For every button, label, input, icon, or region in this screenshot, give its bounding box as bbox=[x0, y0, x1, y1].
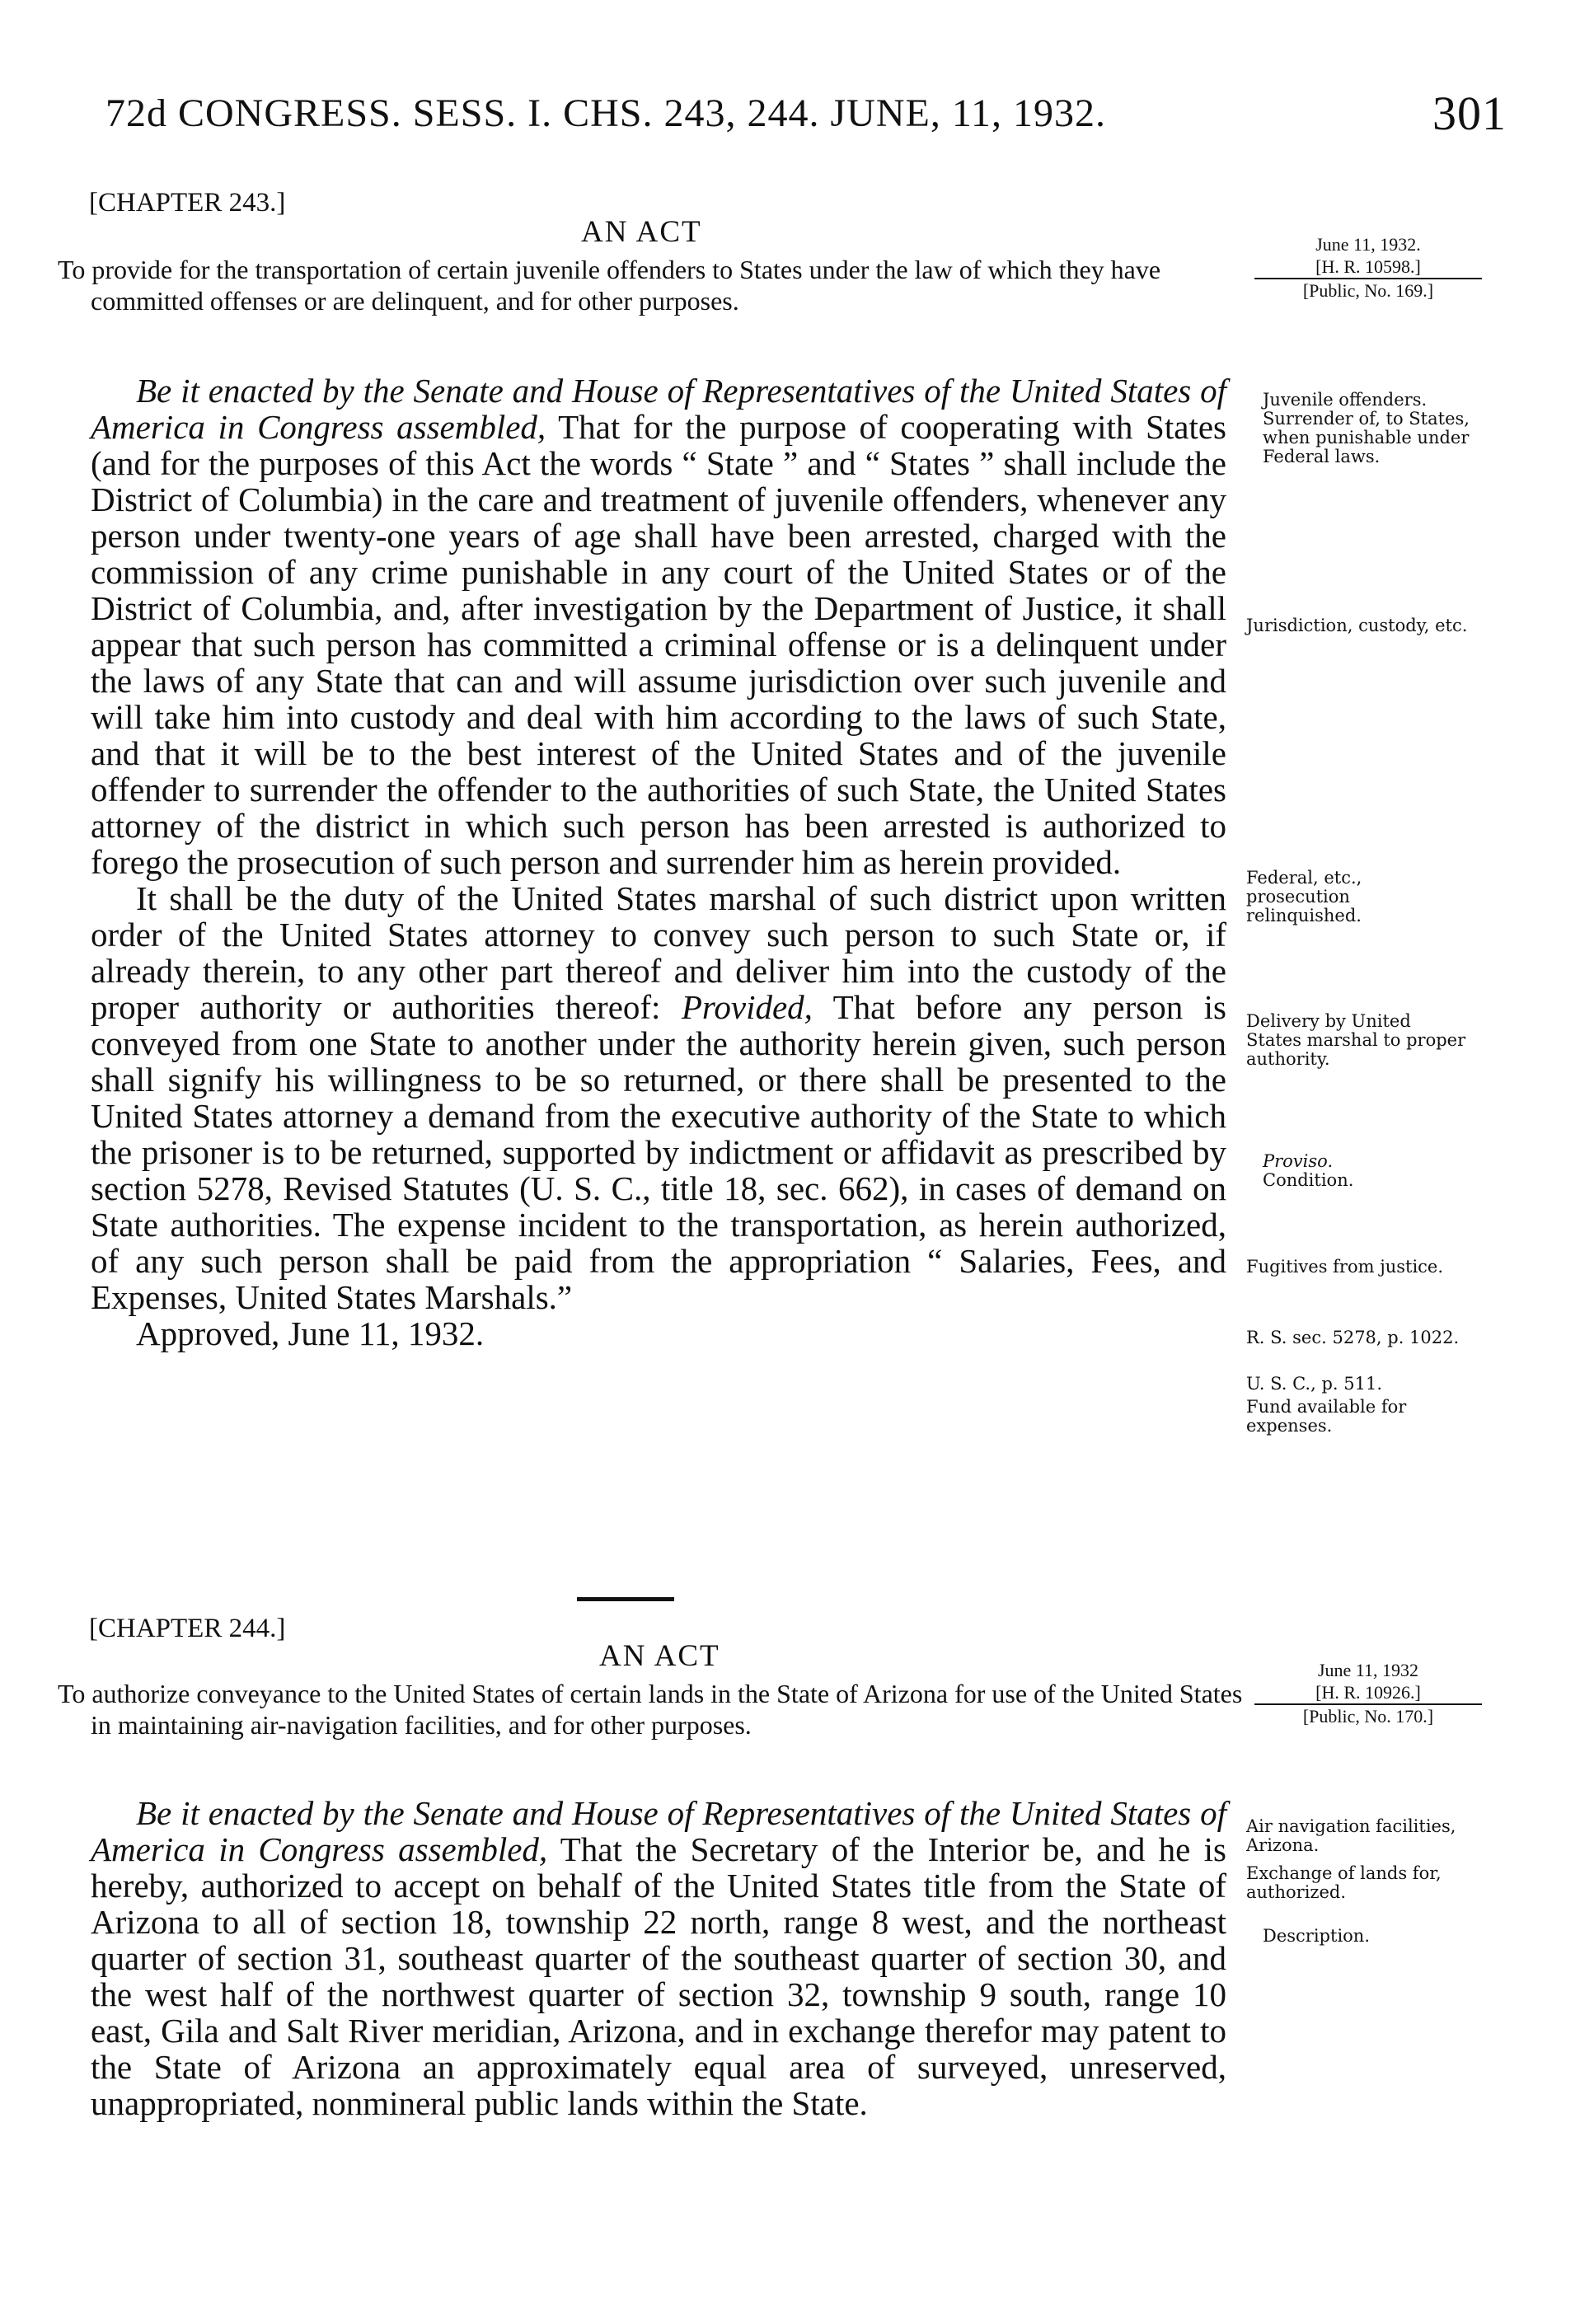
chapter-243-label: [CHAPTER 243.] bbox=[89, 188, 286, 218]
page-header bbox=[105, 87, 1507, 140]
public-number: [Public, No. 170.] bbox=[1302, 1706, 1434, 1727]
paragraph-text: That the Secretary of the Interior be, and he is hereby, authorized to accept on behalf of the United States title from the State of Arizona to all of section 18, township 22 north, range 8 west, and the northeast quarter of section 31, southeast quarter of the southeast quarter of section 30, and the west half of the northwest quarter of section 32, township 9 south, range 10 east, Gila and Salt River meridian, Arizona, and in exchange therefor may patent to the State of Arizona an approximately equal area of surveyed, unreserved, unappropriated, nonmineral public lands within the State. bbox=[91, 1830, 1226, 2122]
margin-condition: Condition. bbox=[1263, 1170, 1354, 1190]
enacting-clause: Be it enacted by the Senate and House of Representatives of the United States of America in Congress assembled, bbox=[91, 1794, 1226, 1868]
margin-fund: Fund available for expenses. bbox=[1246, 1397, 1407, 1436]
margin-fugitives: Fugitives from justice. bbox=[1246, 1257, 1444, 1277]
chapter-243-bill-info bbox=[1261, 233, 1475, 302]
approved-line: Approved, June 11, 1932. bbox=[136, 1314, 485, 1352]
margin-usc: U. S. C., p. 511. bbox=[1246, 1374, 1383, 1394]
chapter-244-bill-info bbox=[1261, 1659, 1475, 1727]
margin-air-nav: Air navigation facilities, Arizona. bbox=[1246, 1816, 1456, 1855]
bill-number: [H. R. 10598.] bbox=[1315, 256, 1421, 277]
bill-number: [H. R. 10926.] bbox=[1315, 1682, 1421, 1703]
margin-note bbox=[1263, 391, 1485, 466]
margin-description: Description. bbox=[1263, 1926, 1370, 1946]
paragraph-text: That before any person is conveyed from one State to another under the authority herein given, such person shall signify his willingness to be so returned, or there shall be presented to the United States attorney a demand from the executive authority of the State to which the prisoner is to be returned, supported by indictment or affidavit as prescribed by section 5278, Revised Statutes (U. S. C., title 18, sec. 662), in cases of demand on State authorities. The expense incident to the transportation, as herein authorized, of any such person shall be paid from the appropriation “ Salaries, Fees, and Expenses, United States Marshals.” bbox=[91, 988, 1226, 1316]
paragraph-text: It shall be the duty of the United States marshal of such district upon written order of the United States attorney to convey such person to such State or, if already therein, to any other part thereof and deliver him into the custody of the proper authority or authorities thereof: bbox=[91, 879, 1226, 1026]
chapter-divider bbox=[577, 1597, 674, 1601]
margin-jurisdiction: Jurisdiction, custody, etc. bbox=[1246, 616, 1468, 635]
chapter-243-title: To provide for the transportation of certain juvenile offenders to States under the law of which they have committed offenses or are delinquent, and for other purposes. bbox=[58, 255, 1161, 316]
margin-surrender: Surrender of, to States, when punishable under Federal laws. bbox=[1263, 409, 1470, 466]
margin-proviso bbox=[1263, 1152, 1469, 1190]
paragraph-text: That for the purpose of cooperating with States (and for the purposes of this Act the words “ State ” and “ States ” shall include the District of Columbia) in the care and treatment of juvenile offenders, whenever any person under twenty-one years of age shall have been arrested, charged with the commission of any crime punishable in any court of the United States or of the District of Columbia, and, after investigation by the Department of Justice, it shall appear that such person has committed a criminal offense or is a delinquent under the laws of any State that can and will assume jurisdiction over such juvenile and will take him into custody and deal with him according to the laws of such State, and that it will be to the best interest of the United States and of the juvenile offender to surrender the offender to the authorities of such State, the United States attorney of the district in which such person has been arrested is authorized to forego the prosecution of such person and surrender him as herein provided. bbox=[91, 408, 1226, 881]
chapter-244-label: [CHAPTER 244.] bbox=[89, 1614, 286, 1643]
chapter-243-section-1 bbox=[91, 372, 1226, 880]
bill-date: June 11, 1932 bbox=[1317, 1660, 1418, 1680]
page-number: 301 bbox=[1432, 87, 1507, 140]
chapter-244-body bbox=[91, 1795, 1226, 2121]
chapter-244-section-1 bbox=[91, 1795, 1226, 2121]
margin-proviso-word: Proviso. bbox=[1263, 1151, 1334, 1171]
margin-rs: R. S. sec. 5278, p. 1022. bbox=[1246, 1328, 1460, 1347]
chapter-244-title: To authorize conveyance to the United States of certain lands in the State of Arizona for use of the United States in maintaining air-navigation facilities, and for other purposes. bbox=[58, 1679, 1243, 1740]
margin-delivery: Delivery by United States marshal to proper authority. bbox=[1246, 1011, 1466, 1069]
bill-date: June 11, 1932. bbox=[1315, 234, 1421, 255]
public-number: [Public, No. 169.] bbox=[1302, 280, 1434, 301]
margin-federal: Federal, etc., prosecution relinquished. bbox=[1246, 868, 1362, 925]
running-title: 72d CONGRESS. SESS. I. CHS. 243, 244. JUNE, 11, 1932. bbox=[105, 91, 1107, 135]
chapter-243-body bbox=[91, 372, 1226, 1352]
enacting-clause: Be it enacted by the Senate and House of Representatives of the United States of America in Congress assembled, bbox=[91, 372, 1226, 446]
chapter-243-act-heading: AN ACT bbox=[581, 215, 702, 249]
margin-juvenile-offenders: Juvenile offenders. bbox=[1263, 390, 1428, 410]
margin-exchange: Exchange of lands for, authorized. bbox=[1246, 1863, 1442, 1902]
chapter-243-section-2 bbox=[91, 880, 1226, 1315]
proviso-word: Provided, bbox=[681, 988, 813, 1026]
chapter-244-act-heading: AN ACT bbox=[599, 1639, 720, 1673]
